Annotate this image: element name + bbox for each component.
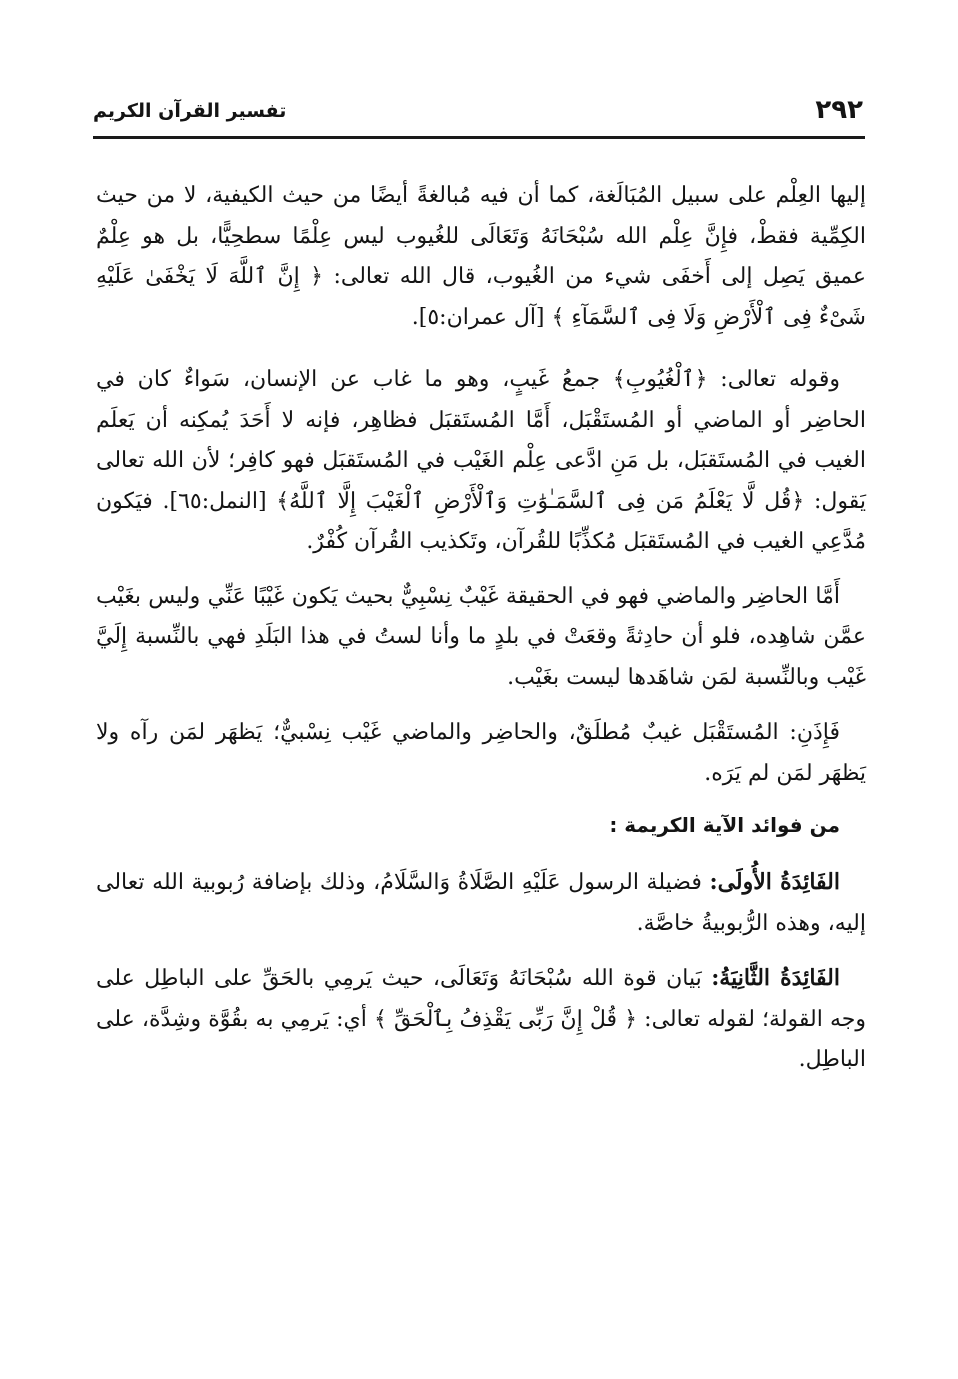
benefit-second-label: الفَائِدَةُ الثَّانِيَةُ:	[711, 965, 840, 991]
benefit-first-label: الفَائِدَةُ الأُولَى:	[709, 869, 840, 895]
header-divider	[93, 136, 865, 139]
page-header	[93, 94, 863, 134]
page-body	[96, 176, 866, 1099]
benefit-second-text: بَيان قوة الله سُبْحَانَهُ وَتَعَالَى، حيث يَرمِي بالحَقِّ على الباطِل على وجه القولة؛ لقوله تعالى: ﴿ قُلْ إِنَّ رَبِّى يَقْذِفُ بِٱلْحَقِّ ﴾ أي: يَرمِي به بقُوَّة وشِدَّة، على الباطِل.	[96, 966, 866, 1072]
benefits-heading: من فوائد الآية الكريمة :	[609, 813, 840, 837]
benefit-first-text: فضيلة الرسول عَلَيْهِ الصَّلَاةُ وَالسَّلَامُ، وذلك بإضافة رُبوبية الله تعالى إليه، وهذه الرُّبوبيةُ خاصَّة.	[96, 870, 866, 936]
paragraph-relative-unseen: أَمَّا الحاضِر والماضي فهو في الحقيقة غَيْبٌ نِسْبِيٌّ بحيث يَكون غَيْبًا عَنِّي وليس بغَيْب عمَّن شاهِده، فلو أن حادِثةً وقعَتْ في بلدٍ ما وأنا لستُ في هذا البَلَدِ فهي بالنِّسبة إِلَيَّ غَيْب وبالنِّسبة لمَن شاهَدها ليست بغَيْب.	[96, 583, 866, 690]
benefit-first	[96, 862, 866, 944]
paragraph-meaning-of-ghuyub: وقوله تعالى: ﴿ٱلْغُيُوبِ﴾ جمعُ غَيبٍ، وهو ما غاب عن الإنسان، سَواءٌ كان في الحاضِر أو الماضي أو المُستَقْبَل، أَمَّا المُستَقبَل فظاهِر، فإنه لا أَحَدَ يُمكِنه أن يَعلَم الغيب في المُستَقبَل، بل مَنِ ادَّعى عِلْم الغَيْب في المُستَقبَل فهو كافِر؛ لأن الله تعالى يَقول: ﴿قُل لَّا يَعْلَمُ مَن فِى ٱلسَّمَـٰوَٰتِ وَٱلْأَرْضِ ٱلْغَيْبَ إِلَّا ٱللَّهُ﴾ [النمل:٦٥]. فيَكون مُدَّعِي الغيب في المُستَقبَل مُكذِّبًا للقُرآن، وتَكذيب القُرآن كُفْرٌ.	[96, 367, 866, 554]
page-number: ٢٩٢	[815, 95, 863, 125]
benefit-second	[96, 958, 866, 1081]
paragraph-knowledge-of-unseen: إليها العِلْم على سبيل المُبَالَغة، كما أن فيه مُبالغةً أيضًا من حيث الكيفية، لا من حيث الكِمِّية فقطْ، فإِنَّ عِلْم الله سُبْحَانَهُ وَتَعَالَى للغُيوب ليس عِلْمًا سطحِيًّا، بل هو عِلْمٌ عميق يَصِل إلى أَخفَى شيء من الغُيوب، قال الله تعالى: ﴿ إِنَّ ٱللَّهَ لَا يَخْفَىٰ عَلَيْهِ شَىْءٌ فِى ٱلْأَرْضِ وَلَا فِى ٱلسَّمَآءِ ﴾ [آل عمران:٥].	[96, 183, 866, 330]
paragraph-conclusion: فَإِذَنِ: المُستَقْبَل غيبٌ مُطلَقٌ، والحاضِر والماضي غَيْب نِسْبيٌّ؛ يَظهَر لمَن رآه ولا يَظهَر لمَن لم يَرَه.	[96, 720, 866, 786]
book-title: تفسير القرآن الكريم	[93, 100, 287, 122]
